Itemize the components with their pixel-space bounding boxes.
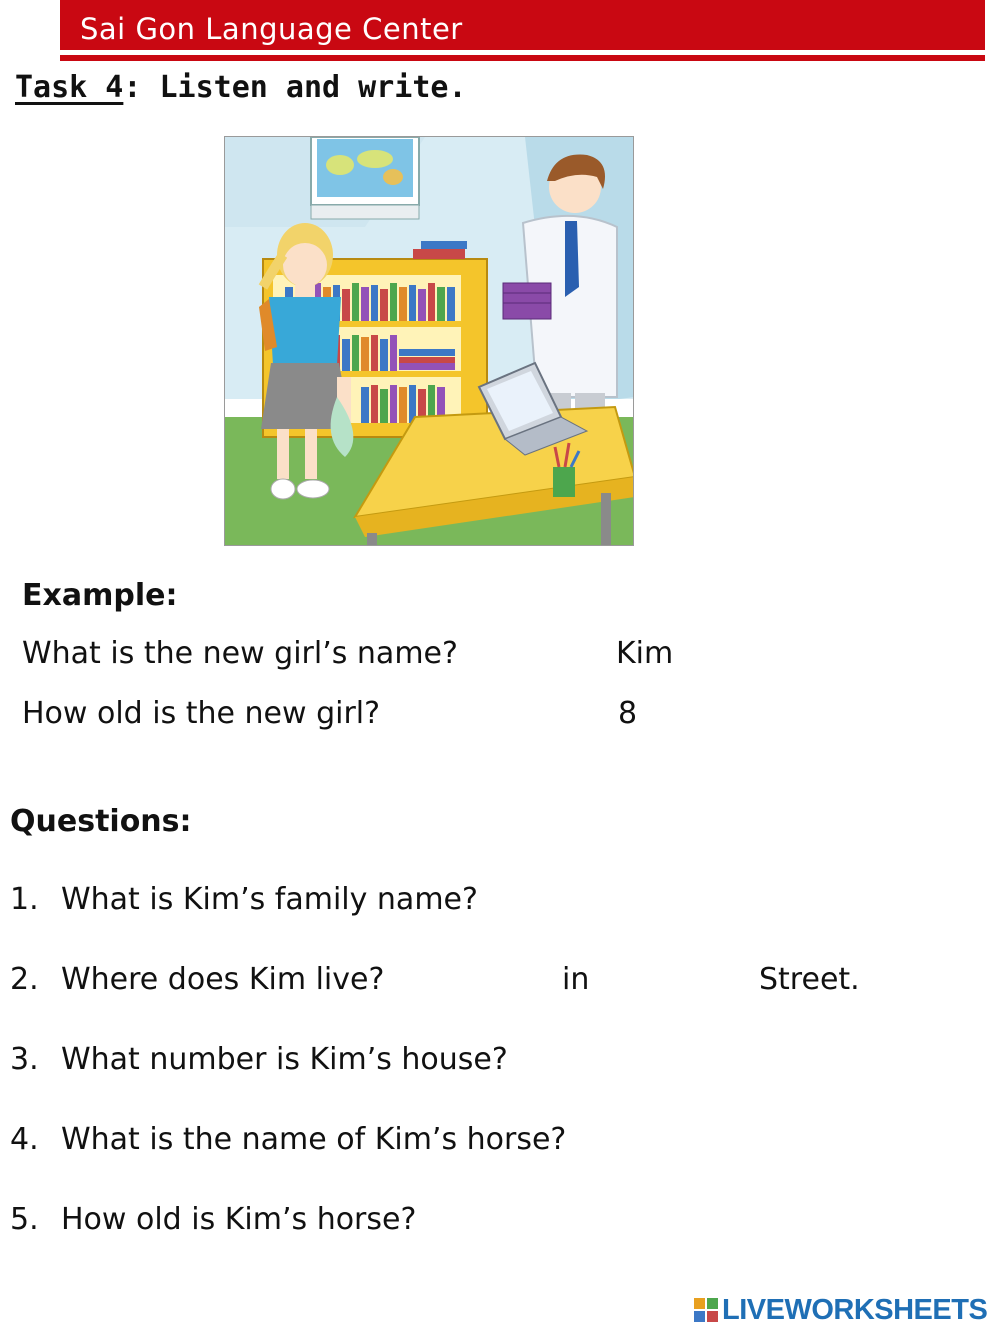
example-question-1: What is the new girl’s name?: [22, 636, 458, 671]
classroom-illustration: [224, 136, 634, 546]
question-text-1: What is Kim’s family name?: [61, 882, 478, 917]
question-number-2: 2.: [10, 962, 39, 997]
logo-text: LIVEWORKSHEETS: [722, 1293, 988, 1326]
question-text-2: Where does Kim live?: [61, 962, 385, 997]
liveworksheets-logo: [694, 1292, 987, 1328]
example-question-2: How old is the new girl?: [22, 696, 381, 731]
logo-squares-icon: [694, 1298, 718, 1322]
task-title: [15, 70, 467, 105]
question-number-4: 4.: [10, 1122, 39, 1157]
example-answer-2: 8: [618, 696, 638, 731]
questions-heading: Questions:: [10, 804, 192, 839]
question-number-3: 3.: [10, 1042, 39, 1077]
example-answer-1: Kim: [616, 636, 674, 671]
question-text-3: What number is Kim’s house?: [61, 1042, 508, 1077]
question-text-4: What is the name of Kim’s horse?: [61, 1122, 567, 1157]
question-text-5: How old is Kim’s horse?: [61, 1202, 417, 1237]
example-heading: Example:: [22, 578, 178, 613]
question-2-word-in: in: [562, 962, 590, 997]
classroom-image: [225, 137, 634, 546]
question-2-word-street: Street.: [759, 962, 860, 997]
question-number-1: 1.: [10, 882, 39, 917]
task-instruction: : Listen and write.: [123, 70, 467, 105]
header-underline: [60, 55, 985, 61]
question-number-5: 5.: [10, 1202, 39, 1237]
task-label: Task 4: [15, 70, 124, 105]
header-title: Sai Gon Language Center: [80, 12, 463, 46]
